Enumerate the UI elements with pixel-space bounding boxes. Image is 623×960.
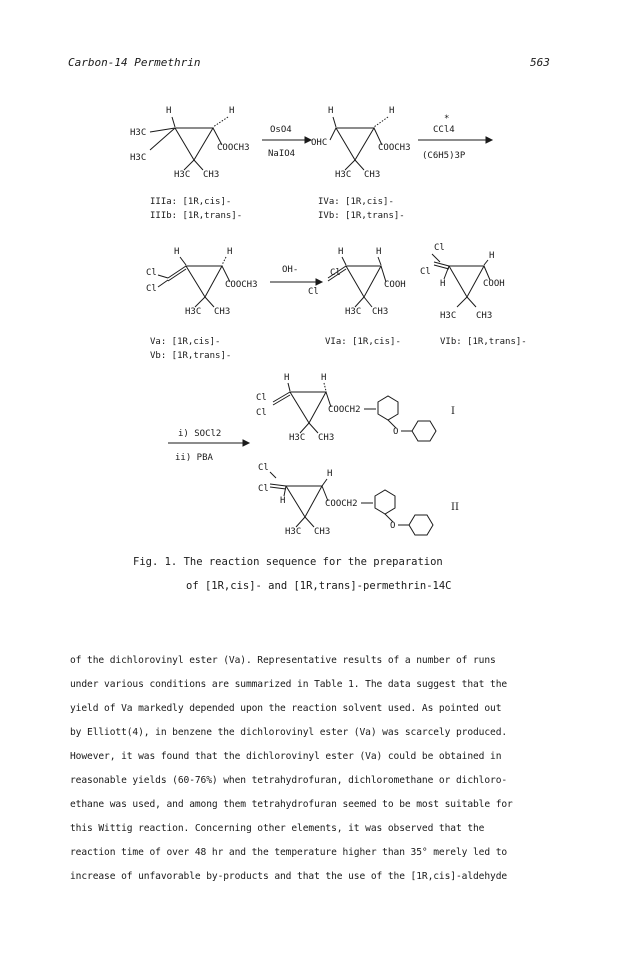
svg-text:*: * (444, 114, 450, 124)
svg-text:H: H (328, 106, 334, 116)
compound-IV-structure (311, 106, 411, 180)
label-VIa: VIa: [1R,cis]- (325, 337, 401, 347)
svg-text:H: H (321, 373, 327, 383)
label-IVb: IVb: [1R,trans]- (318, 211, 405, 221)
svg-text:H: H (389, 106, 395, 116)
svg-text:H: H (338, 247, 344, 257)
svg-text:CH3: CH3 (314, 527, 331, 537)
svg-text:COOCH3: COOCH3 (217, 143, 250, 153)
step-socl2: i) SOCl2 (178, 429, 222, 439)
svg-text:COOCH2: COOCH2 (328, 405, 361, 415)
svg-text:Cl: Cl (330, 268, 341, 278)
compound-I-structure (256, 373, 436, 443)
running-title: Carbon-14 Permethrin (68, 56, 201, 69)
step-pba: ii) PBA (175, 453, 213, 463)
svg-text:CH3: CH3 (318, 433, 335, 443)
figure-caption-line1: Fig. 1. The reaction sequence for the preparation (133, 556, 443, 568)
svg-text:H3C: H3C (440, 311, 457, 321)
body-line: increase of unfavorable by-products and that the use of the [1R,cis]-aldehyde (70, 871, 508, 882)
compound-III-structure (130, 106, 250, 180)
label-IIIb: IIIb: [1R,trans]- (150, 211, 243, 221)
svg-text:Cl: Cl (256, 393, 267, 403)
compound-II-structure (258, 463, 433, 537)
body-line: yield of Va markedly depended upon the reaction solvent used. As pointed out (70, 703, 502, 714)
body-line: this Wittig reaction. Concerning other elements, it was observed that the (70, 823, 485, 834)
compound-II-label: II (451, 502, 459, 513)
body-line: of the dichlorovinyl ester (Va). Representative results of a number of runs (70, 655, 496, 666)
body-line: However, it was found that the dichlorovinyl ester (Va) could be obtained in (70, 751, 502, 762)
label-Vb: Vb: [1R,trans]- (150, 351, 232, 361)
reagent-naio4: NaIO4 (268, 149, 296, 159)
svg-text:Cl: Cl (308, 287, 319, 297)
svg-text:COOCH2: COOCH2 (325, 499, 358, 509)
svg-text:H3C: H3C (174, 170, 191, 180)
reagent-hydroxide: OH- (282, 265, 299, 275)
svg-text:O: O (393, 427, 399, 437)
svg-text:COOCH3: COOCH3 (225, 280, 258, 290)
svg-text:Cl: Cl (434, 243, 445, 253)
compound-I-label: I (451, 406, 455, 417)
svg-text:H: H (229, 106, 235, 116)
svg-text:H3C: H3C (335, 170, 352, 180)
compound-V-structure (146, 247, 258, 317)
page-number: 563 (530, 56, 550, 69)
svg-text:Cl: Cl (258, 484, 269, 494)
svg-text:H: H (376, 247, 382, 257)
svg-text:H: H (280, 496, 286, 506)
svg-text:H: H (284, 373, 290, 383)
body-line: reasonable yields (60-76%) when tetrahydrofuran, dichloromethane or dichloro- (70, 775, 508, 786)
svg-text:COOH: COOH (483, 279, 505, 289)
svg-text:H: H (174, 247, 180, 257)
figure-caption-line2: of [1R,cis]- and [1R,trans]-permethrin-14C (186, 580, 452, 592)
svg-text:OHC: OHC (311, 138, 328, 148)
svg-text:H: H (489, 251, 495, 261)
label-IIIa: IIIa: [1R,cis]- (150, 197, 232, 207)
body-line: ethane was used, and among them tetrahydrofuran seemed to be most suitable for (70, 799, 513, 810)
svg-text:CH3: CH3 (476, 311, 493, 321)
svg-text:CH3: CH3 (203, 170, 220, 180)
svg-text:H: H (440, 279, 446, 289)
reagent-ccl4: CCl4 (433, 125, 455, 135)
svg-text:H: H (166, 106, 172, 116)
svg-text:Cl: Cl (420, 267, 431, 277)
svg-text:H3C: H3C (285, 527, 302, 537)
svg-text:H3C: H3C (130, 128, 147, 138)
svg-text:Cl: Cl (146, 284, 157, 294)
svg-text:H3C: H3C (289, 433, 306, 443)
svg-text:COOCH3: COOCH3 (378, 143, 411, 153)
body-line: under various conditions are summarized in Table 1. The data suggest that the (70, 679, 508, 690)
reagent-triphenylphosphine: (C6H5)3P (422, 151, 466, 161)
svg-text:COOH: COOH (384, 280, 406, 290)
reagent-oso4: OsO4 (270, 125, 292, 135)
body-line: by Elliott(4), in benzene the dichlorovinyl ester (Va) was scarcely produced. (70, 727, 508, 738)
label-IVa: IVa: [1R,cis]- (318, 197, 394, 207)
compound-VIb-structure (420, 243, 505, 321)
svg-text:H3C: H3C (130, 153, 147, 163)
svg-text:H: H (227, 247, 233, 257)
svg-text:Cl: Cl (256, 408, 267, 418)
svg-text:H3C: H3C (185, 307, 202, 317)
svg-text:H3C: H3C (345, 307, 362, 317)
body-line: reaction time of over 48 hr and the temperature higher than 35° merely led to (70, 847, 508, 858)
svg-text:CH3: CH3 (364, 170, 381, 180)
svg-text:Cl: Cl (258, 463, 269, 473)
svg-text:CH3: CH3 (372, 307, 389, 317)
svg-text:H: H (327, 469, 333, 479)
svg-text:O: O (390, 521, 396, 531)
label-Va: Va: [1R,cis]- (150, 337, 221, 347)
label-VIb: VIb: [1R,trans]- (440, 337, 527, 347)
svg-text:Cl: Cl (146, 268, 157, 278)
svg-text:CH3: CH3 (214, 307, 231, 317)
